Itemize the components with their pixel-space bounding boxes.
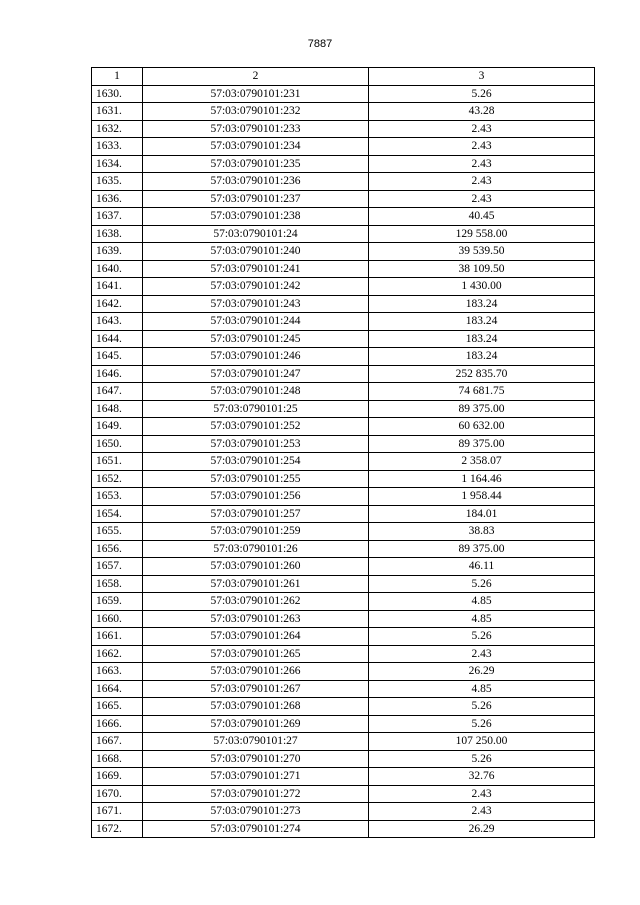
value-cell: 5.26: [369, 715, 595, 733]
table-row: [92, 85, 595, 103]
table-row: [92, 103, 595, 121]
value-cell: 4.85: [369, 610, 595, 628]
value-cell: 2.43: [369, 645, 595, 663]
table-row: [92, 418, 595, 436]
cadastral-number-cell: 57:03:0790101:260: [143, 558, 369, 576]
value-cell: 2.43: [369, 120, 595, 138]
data-table: [91, 67, 595, 838]
row-number-cell: 1660.: [92, 610, 143, 628]
value-cell: 5.26: [369, 750, 595, 768]
value-cell: 46.11: [369, 558, 595, 576]
table-row: [92, 750, 595, 768]
table-row: [92, 768, 595, 786]
table-row: [92, 330, 595, 348]
row-number-cell: 1634.: [92, 155, 143, 173]
row-number-cell: 1662.: [92, 645, 143, 663]
cadastral-number-cell: 57:03:0790101:243: [143, 295, 369, 313]
cadastral-number-cell: 57:03:0790101:231: [143, 85, 369, 103]
table-row: [92, 173, 595, 191]
row-number-cell: 1654.: [92, 505, 143, 523]
cadastral-number-cell: 57:03:0790101:264: [143, 628, 369, 646]
row-number-cell: 1657.: [92, 558, 143, 576]
cadastral-number-cell: 57:03:0790101:236: [143, 173, 369, 191]
cadastral-number-cell: 57:03:0790101:253: [143, 435, 369, 453]
table-row: [92, 365, 595, 383]
cadastral-number-cell: 57:03:0790101:270: [143, 750, 369, 768]
value-cell: 2.43: [369, 190, 595, 208]
row-number-cell: 1670.: [92, 785, 143, 803]
value-cell: 39 539.50: [369, 243, 595, 261]
value-cell: 2.43: [369, 803, 595, 821]
row-number-cell: 1632.: [92, 120, 143, 138]
value-cell: 60 632.00: [369, 418, 595, 436]
table-row: [92, 278, 595, 296]
value-cell: 183.24: [369, 313, 595, 331]
table-row: [92, 295, 595, 313]
row-number-cell: 1649.: [92, 418, 143, 436]
row-number-cell: 1665.: [92, 698, 143, 716]
row-number-cell: 1630.: [92, 85, 143, 103]
table-row: [92, 120, 595, 138]
row-number-cell: 1641.: [92, 278, 143, 296]
cadastral-number-cell: 57:03:0790101:24: [143, 225, 369, 243]
row-number-cell: 1640.: [92, 260, 143, 278]
table-body: [92, 85, 595, 838]
cadastral-number-cell: 57:03:0790101:259: [143, 523, 369, 541]
row-number-cell: 1653.: [92, 488, 143, 506]
value-cell: 2.43: [369, 138, 595, 156]
value-cell: 26.29: [369, 820, 595, 838]
table-row: [92, 733, 595, 751]
row-number-cell: 1637.: [92, 208, 143, 226]
table-row: [92, 260, 595, 278]
value-cell: 107 250.00: [369, 733, 595, 751]
value-cell: 183.24: [369, 330, 595, 348]
table-row: [92, 453, 595, 471]
row-number-cell: 1668.: [92, 750, 143, 768]
row-number-cell: 1671.: [92, 803, 143, 821]
table-row: [92, 505, 595, 523]
table-row: [92, 785, 595, 803]
cadastral-number-cell: 57:03:0790101:254: [143, 453, 369, 471]
table-row: [92, 715, 595, 733]
value-cell: 38 109.50: [369, 260, 595, 278]
cadastral-number-cell: 57:03:0790101:268: [143, 698, 369, 716]
table-row: [92, 190, 595, 208]
cadastral-number-cell: 57:03:0790101:274: [143, 820, 369, 838]
cadastral-number-cell: 57:03:0790101:269: [143, 715, 369, 733]
row-number-cell: 1656.: [92, 540, 143, 558]
value-cell: 184.01: [369, 505, 595, 523]
cadastral-number-cell: 57:03:0790101:263: [143, 610, 369, 628]
cadastral-number-cell: 57:03:0790101:256: [143, 488, 369, 506]
table-row: [92, 593, 595, 611]
row-number-cell: 1631.: [92, 103, 143, 121]
value-cell: 252 835.70: [369, 365, 595, 383]
table-row: [92, 523, 595, 541]
table-row: [92, 243, 595, 261]
cadastral-number-cell: 57:03:0790101:271: [143, 768, 369, 786]
cadastral-number-cell: 57:03:0790101:240: [143, 243, 369, 261]
value-cell: 183.24: [369, 348, 595, 366]
row-number-cell: 1658.: [92, 575, 143, 593]
page-number: 7887: [307, 38, 333, 50]
value-cell: 183.24: [369, 295, 595, 313]
row-number-cell: 1667.: [92, 733, 143, 751]
value-cell: 89 375.00: [369, 540, 595, 558]
row-number-cell: 1636.: [92, 190, 143, 208]
row-number-cell: 1650.: [92, 435, 143, 453]
table-row: [92, 313, 595, 331]
cadastral-number-cell: 57:03:0790101:238: [143, 208, 369, 226]
value-cell: 89 375.00: [369, 435, 595, 453]
cadastral-number-cell: 57:03:0790101:262: [143, 593, 369, 611]
row-number-cell: 1672.: [92, 820, 143, 838]
table-row: [92, 680, 595, 698]
cadastral-number-cell: 57:03:0790101:265: [143, 645, 369, 663]
cadastral-number-cell: 57:03:0790101:266: [143, 663, 369, 681]
header-row: [92, 68, 595, 86]
cadastral-number-cell: 57:03:0790101:237: [143, 190, 369, 208]
row-number-cell: 1663.: [92, 663, 143, 681]
value-cell: 129 558.00: [369, 225, 595, 243]
table-row: [92, 803, 595, 821]
table-row: [92, 138, 595, 156]
table-row: [92, 540, 595, 558]
value-cell: 2.43: [369, 173, 595, 191]
cadastral-number-cell: 57:03:0790101:233: [143, 120, 369, 138]
cadastral-number-cell: 57:03:0790101:244: [143, 313, 369, 331]
row-number-cell: 1639.: [92, 243, 143, 261]
value-cell: 32.76: [369, 768, 595, 786]
value-cell: 43.28: [369, 103, 595, 121]
table-row: [92, 435, 595, 453]
cadastral-number-cell: 57:03:0790101:27: [143, 733, 369, 751]
value-cell: 5.26: [369, 698, 595, 716]
cadastral-number-cell: 57:03:0790101:267: [143, 680, 369, 698]
cadastral-number-cell: 57:03:0790101:25: [143, 400, 369, 418]
header-cell-3: 3: [369, 68, 595, 86]
table-row: [92, 558, 595, 576]
cadastral-number-cell: 57:03:0790101:234: [143, 138, 369, 156]
value-cell: 26.29: [369, 663, 595, 681]
row-number-cell: 1659.: [92, 593, 143, 611]
cadastral-number-cell: 57:03:0790101:247: [143, 365, 369, 383]
cadastral-number-cell: 57:03:0790101:255: [143, 470, 369, 488]
cadastral-number-cell: 57:03:0790101:246: [143, 348, 369, 366]
value-cell: 89 375.00: [369, 400, 595, 418]
cadastral-number-cell: 57:03:0790101:241: [143, 260, 369, 278]
row-number-cell: 1633.: [92, 138, 143, 156]
table-row: [92, 348, 595, 366]
value-cell: 2 358.07: [369, 453, 595, 471]
table-row: [92, 698, 595, 716]
row-number-cell: 1651.: [92, 453, 143, 471]
cadastral-number-cell: 57:03:0790101:272: [143, 785, 369, 803]
value-cell: 5.26: [369, 628, 595, 646]
row-number-cell: 1646.: [92, 365, 143, 383]
cadastral-number-cell: 57:03:0790101:257: [143, 505, 369, 523]
table-row: [92, 400, 595, 418]
value-cell: 40.45: [369, 208, 595, 226]
value-cell: 2.43: [369, 785, 595, 803]
cadastral-number-cell: 57:03:0790101:242: [143, 278, 369, 296]
table-row: [92, 628, 595, 646]
table-row: [92, 383, 595, 401]
value-cell: 38.83: [369, 523, 595, 541]
row-number-cell: 1644.: [92, 330, 143, 348]
row-number-cell: 1638.: [92, 225, 143, 243]
cadastral-number-cell: 57:03:0790101:26: [143, 540, 369, 558]
value-cell: 1 164.46: [369, 470, 595, 488]
value-cell: 1 958.44: [369, 488, 595, 506]
cadastral-number-cell: 57:03:0790101:248: [143, 383, 369, 401]
row-number-cell: 1647.: [92, 383, 143, 401]
row-number-cell: 1642.: [92, 295, 143, 313]
table-row: [92, 155, 595, 173]
row-number-cell: 1661.: [92, 628, 143, 646]
table-header: [92, 68, 595, 86]
table-row: [92, 663, 595, 681]
value-cell: 1 430.00: [369, 278, 595, 296]
cadastral-number-cell: 57:03:0790101:235: [143, 155, 369, 173]
table-row: [92, 488, 595, 506]
value-cell: 74 681.75: [369, 383, 595, 401]
table-row: [92, 610, 595, 628]
row-number-cell: 1645.: [92, 348, 143, 366]
cadastral-number-cell: 57:03:0790101:245: [143, 330, 369, 348]
table-row: [92, 645, 595, 663]
header-cell-1: 1: [92, 68, 143, 86]
row-number-cell: 1652.: [92, 470, 143, 488]
value-cell: 2.43: [369, 155, 595, 173]
table-row: [92, 820, 595, 838]
value-cell: 5.26: [369, 575, 595, 593]
cadastral-number-cell: 57:03:0790101:261: [143, 575, 369, 593]
cadastral-number-cell: 57:03:0790101:273: [143, 803, 369, 821]
header-cell-2: 2: [143, 68, 369, 86]
cadastral-number-cell: 57:03:0790101:232: [143, 103, 369, 121]
table-row: [92, 470, 595, 488]
row-number-cell: 1635.: [92, 173, 143, 191]
row-number-cell: 1669.: [92, 768, 143, 786]
value-cell: 4.85: [369, 593, 595, 611]
value-cell: 5.26: [369, 85, 595, 103]
table-row: [92, 575, 595, 593]
row-number-cell: 1655.: [92, 523, 143, 541]
row-number-cell: 1666.: [92, 715, 143, 733]
row-number-cell: 1664.: [92, 680, 143, 698]
row-number-cell: 1643.: [92, 313, 143, 331]
row-number-cell: 1648.: [92, 400, 143, 418]
table-row: [92, 225, 595, 243]
table-row: [92, 208, 595, 226]
cadastral-number-cell: 57:03:0790101:252: [143, 418, 369, 436]
value-cell: 4.85: [369, 680, 595, 698]
